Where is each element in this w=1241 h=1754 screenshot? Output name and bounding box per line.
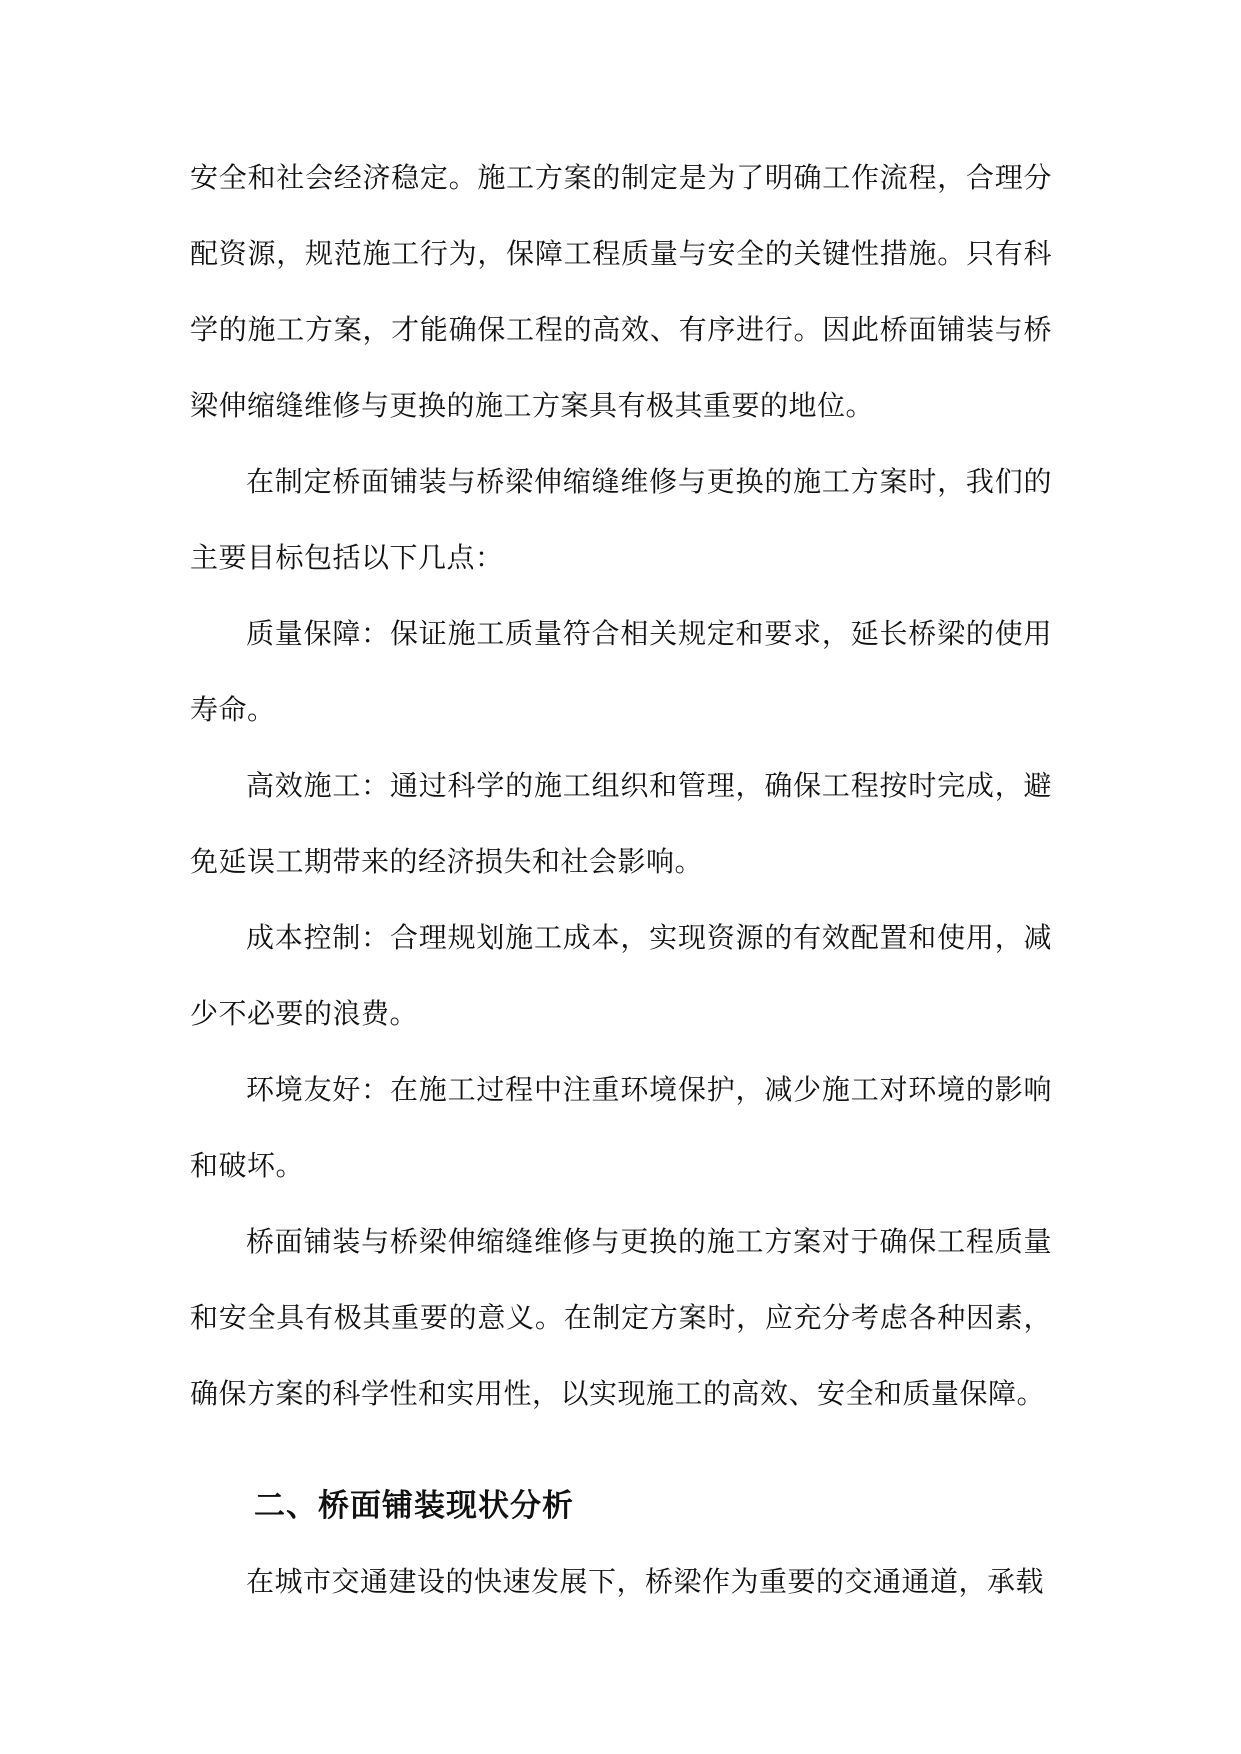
paragraph-goals-intro: 在制定桥面铺装与桥梁伸缩缝维修与更换的施工方案时，我们的主要目标包括以下几点： — [190, 465, 1052, 574]
paragraph-quality: 质量保障：保证施工质量符合相关规定和要求，延长桥梁的使用寿命。 — [190, 617, 1052, 726]
paragraph-efficiency: 高效施工：通过科学的施工组织和管理，确保工程按时完成，避免延误工期带来的经济损失和社会影响。 — [190, 769, 1052, 878]
paragraph-summary: 桥面铺装与桥梁伸缩缝维修与更换的施工方案对于确保工程质量和安全具有极其重要的意义。在制定方案时，应充分考虑各种因素，确保方案的科学性和实用性，以实现施工的高效、安全和质量保障。 — [190, 1225, 1052, 1410]
paragraph-cost: 成本控制：合理规划施工成本，实现资源的有效配置和使用，减少不必要的浪费。 — [190, 921, 1052, 1030]
paragraph-section-start: 在城市交通建设的快速发展下，桥梁作为重要的交通通道，承载 — [246, 1565, 1045, 1598]
paragraph-continued: 安全和社会经济稳定。施工方案的制定是为了明确工作流程，合理分配资源，规范施工行为，保障工程质量与安全的关键性措施。只有科学的施工方案，才能确保工程的高效、有序进行。因此桥面铺装与桥梁伸缩缝维修与更换的施工方案具有极其重要的地位。 — [190, 161, 1052, 422]
paragraph-environment: 环境友好：在施工过程中注重环境保护，减少施工对环境的影响和破坏。 — [190, 1073, 1052, 1182]
document-body — [190, 140, 1052, 1620]
section-heading: 二、桥面铺装现状分析 — [254, 1488, 574, 1524]
